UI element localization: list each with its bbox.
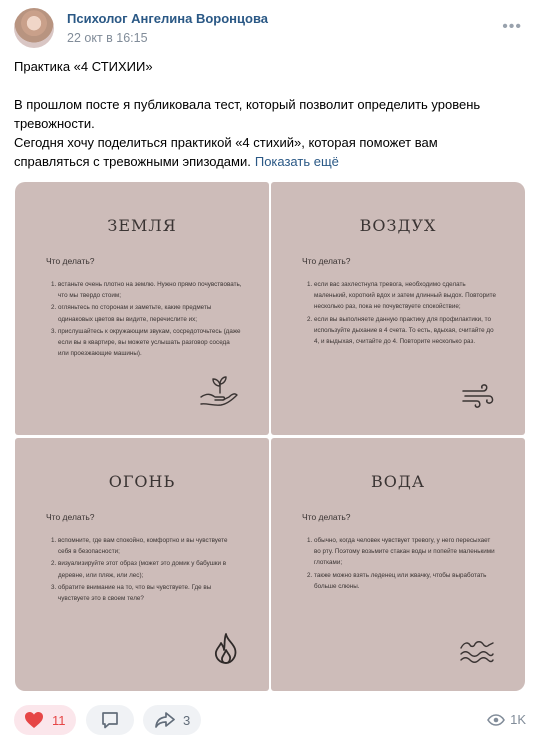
share-icon (155, 711, 175, 729)
post-title: Практика «4 СТИХИИ» (14, 59, 153, 74)
flame-icon (213, 633, 239, 665)
photo-tile-water[interactable] (271, 438, 525, 691)
views-counter (487, 712, 526, 727)
author-name[interactable]: Психолог Ангелина Воронцова (67, 11, 269, 26)
tile-question: Что делать? (302, 512, 351, 522)
views-count: 1K (510, 712, 526, 727)
more-options-icon[interactable]: ••• (502, 18, 522, 35)
like-count: 11 (52, 712, 66, 728)
tile-title: ОГОНЬ (108, 472, 176, 491)
post-paragraph-2: Сегодня хочу поделиться практикой «4 стихий», которая поможет вам справляться с тревожными эпизодами. Показать ещё (14, 135, 438, 169)
list-item: 1. вспомните, где вам спокойно, комфортно и вы чувствуете себя в безопасности; (58, 535, 242, 557)
like-button[interactable] (14, 705, 76, 735)
tile-title: ВОДА (371, 472, 425, 491)
comment-icon (100, 710, 120, 730)
list-item: 3. прислушайтесь к окружающим звукам, сосредоточьтесь (даже если вы в квартире, вы можете услышать разговор соседа или проезжающие машины). (58, 326, 242, 360)
wind-icon (461, 383, 495, 409)
list-item: 2. огляньтесь по сторонам и заметьте, какие предметы одинаковых цветов вы видите, перечислите их; (58, 302, 242, 324)
tile-list (46, 279, 242, 360)
list-item: 2. также можно взять леденец или жвачку, чтобы выработать больше слюны. (314, 570, 498, 592)
list-item: 2. визуализируйте этот образ (может это домик у бабушки в деревне, или пляж, или лес); (58, 558, 242, 580)
tile-list (302, 279, 498, 348)
hand-sprout-icon (199, 373, 239, 409)
tile-question: Что делать? (46, 256, 95, 266)
heart-icon (24, 711, 44, 729)
tile-question: Что делать? (46, 512, 95, 522)
photo-tile-fire[interactable] (15, 438, 269, 691)
share-button[interactable] (143, 705, 201, 735)
photo-tile-earth[interactable] (15, 182, 269, 435)
post-header (14, 8, 524, 52)
post-paragraph-1: В прошлом посте я публиковала тест, который позволит определить уровень тревожности. (14, 97, 481, 131)
list-item: 1. встаньте очень плотно на землю. Нужно прямо почувствовать, что мы твердо стоим; (58, 279, 242, 301)
photo-tile-air[interactable] (271, 182, 525, 435)
tile-title: ЗЕМЛЯ (107, 216, 177, 235)
list-item: 3. обратите внимание на то, что вы чувствуете. Где вы чувствуете это в своем теле? (58, 582, 242, 604)
show-more-link[interactable]: Показать ещё (254, 154, 339, 169)
post-date[interactable]: 22 окт в 16:15 (67, 31, 148, 45)
tile-question: Что делать? (302, 256, 351, 266)
tile-list (302, 535, 498, 593)
list-item: 1. если вас захлестнула тревога, необходимо сделать маленький, короткий вдох и затем длинный выдох. Повторите несколько раз, пока не почувствуете спокойствие; (314, 279, 498, 313)
photo-grid (15, 182, 525, 692)
waves-icon (459, 639, 495, 665)
list-item: 1. обычно, когда человек чувствует тревогу, у него пересыхает во рту. Поэтому возьмите стакан воды и попейте маленькими глотками; (314, 535, 498, 569)
share-count: 3 (183, 712, 191, 728)
eye-icon (487, 714, 505, 726)
post-actions (14, 705, 526, 735)
comment-button[interactable] (86, 705, 134, 735)
tile-list (46, 535, 242, 605)
tile-title: ВОЗДУХ (359, 216, 437, 235)
list-item: 2. если вы выполняете данную практику для профилактики, то используйте дыхание в 4 счета. То есть, вдыхая, считайте до 4, и выдыхая, считайте до 4. Повторите несколько раз. (314, 314, 498, 348)
avatar[interactable] (14, 8, 54, 48)
post-text (14, 57, 514, 171)
